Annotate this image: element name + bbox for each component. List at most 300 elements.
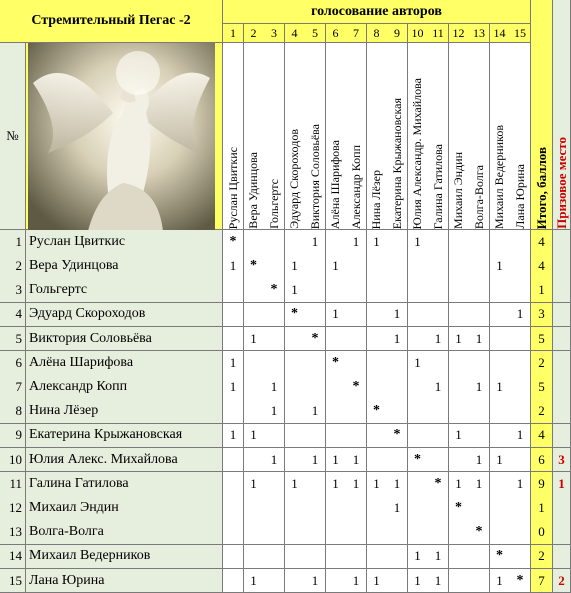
- vote-cell[interactable]: [510, 399, 531, 424]
- vote-cell[interactable]: [510, 230, 531, 255]
- vote-cell[interactable]: [305, 545, 326, 570]
- participant-name[interactable]: Руслан Цвиткис: [26, 230, 223, 255]
- self-vote-marker[interactable]: *: [469, 520, 490, 545]
- author-column-number[interactable]: 11: [428, 24, 449, 43]
- vote-cell[interactable]: [223, 448, 244, 473]
- total-score[interactable]: 4: [531, 230, 553, 255]
- vote-cell[interactable]: 1: [326, 303, 347, 328]
- vote-cell[interactable]: [408, 399, 429, 424]
- self-vote-marker[interactable]: *: [510, 569, 531, 593]
- vote-cell[interactable]: [346, 424, 367, 449]
- vote-cell[interactable]: [367, 351, 388, 376]
- vote-cell[interactable]: [510, 545, 531, 570]
- total-header[interactable]: [531, 0, 553, 230]
- vote-cell[interactable]: [428, 230, 449, 255]
- vote-cell[interactable]: [367, 375, 388, 400]
- row-number[interactable]: 1: [0, 230, 26, 255]
- vote-cell[interactable]: [264, 496, 285, 521]
- vote-cell[interactable]: [285, 327, 306, 352]
- prize-header[interactable]: [553, 0, 571, 230]
- author-column-header[interactable]: [449, 43, 470, 230]
- row-number[interactable]: 10: [0, 448, 26, 473]
- vote-cell[interactable]: 1: [264, 375, 285, 400]
- vote-cell[interactable]: [490, 303, 511, 328]
- vote-cell[interactable]: 1: [244, 327, 265, 352]
- vote-cell[interactable]: 1: [408, 351, 429, 376]
- vote-cell[interactable]: [285, 496, 306, 521]
- vote-cell[interactable]: [264, 351, 285, 376]
- total-score[interactable]: 0: [531, 520, 553, 545]
- vote-cell[interactable]: [223, 399, 244, 424]
- participant-name[interactable]: Михаил Ведерников: [26, 545, 223, 570]
- vote-cell[interactable]: [408, 496, 429, 521]
- prize-place[interactable]: [553, 351, 571, 376]
- vote-cell[interactable]: 1: [223, 424, 244, 449]
- vote-cell[interactable]: [387, 351, 408, 376]
- vote-cell[interactable]: [510, 375, 531, 400]
- author-column-header[interactable]: [264, 43, 285, 230]
- vote-cell[interactable]: [346, 278, 367, 303]
- vote-cell[interactable]: 1: [387, 327, 408, 352]
- vote-cell[interactable]: [449, 278, 470, 303]
- vote-cell[interactable]: 1: [469, 472, 490, 497]
- vote-cell[interactable]: [223, 303, 244, 328]
- vote-cell[interactable]: [244, 448, 265, 473]
- vote-cell[interactable]: 1: [387, 472, 408, 497]
- vote-cell[interactable]: [490, 351, 511, 376]
- vote-cell[interactable]: 1: [326, 254, 347, 279]
- vote-cell[interactable]: 1: [510, 472, 531, 497]
- vote-cell[interactable]: [305, 424, 326, 449]
- author-column-header[interactable]: [490, 43, 511, 230]
- author-column-header[interactable]: [367, 43, 388, 230]
- vote-cell[interactable]: [367, 496, 388, 521]
- vote-cell[interactable]: [408, 254, 429, 279]
- total-score[interactable]: 2: [531, 545, 553, 570]
- vote-cell[interactable]: [264, 569, 285, 593]
- prize-place[interactable]: [553, 278, 571, 303]
- number-header[interactable]: №: [0, 43, 26, 230]
- vote-cell[interactable]: [367, 303, 388, 328]
- vote-cell[interactable]: [490, 520, 511, 545]
- vote-cell[interactable]: [469, 399, 490, 424]
- vote-cell[interactable]: [244, 351, 265, 376]
- author-column-number[interactable]: 4: [285, 24, 306, 43]
- author-column-number[interactable]: 12: [449, 24, 470, 43]
- vote-cell[interactable]: 1: [223, 254, 244, 279]
- total-score[interactable]: 1: [531, 496, 553, 521]
- vote-cell[interactable]: [408, 472, 429, 497]
- vote-cell[interactable]: [510, 278, 531, 303]
- vote-cell[interactable]: [490, 424, 511, 449]
- row-number[interactable]: 3: [0, 278, 26, 303]
- vote-cell[interactable]: [469, 569, 490, 593]
- vote-cell[interactable]: 1: [367, 472, 388, 497]
- vote-cell[interactable]: 1: [305, 230, 326, 255]
- vote-cell[interactable]: [244, 375, 265, 400]
- vote-cell[interactable]: [305, 472, 326, 497]
- vote-cell[interactable]: 1: [449, 472, 470, 497]
- vote-cell[interactable]: [408, 303, 429, 328]
- vote-cell[interactable]: 1: [387, 303, 408, 328]
- participant-name[interactable]: Юлия Алекс. Михайлова: [26, 448, 223, 473]
- vote-cell[interactable]: [449, 375, 470, 400]
- vote-cell[interactable]: [428, 520, 449, 545]
- vote-cell[interactable]: [326, 230, 347, 255]
- vote-cell[interactable]: [469, 545, 490, 570]
- participant-name[interactable]: Гольгертс: [26, 278, 223, 303]
- total-score[interactable]: 6: [531, 448, 553, 473]
- total-score[interactable]: 9: [531, 472, 553, 497]
- vote-cell[interactable]: [223, 472, 244, 497]
- participant-name[interactable]: Виктория Соловьёва: [26, 327, 223, 352]
- vote-cell[interactable]: 1: [408, 545, 429, 570]
- vote-cell[interactable]: [305, 351, 326, 376]
- row-number[interactable]: 8: [0, 399, 26, 424]
- vote-cell[interactable]: 1: [367, 569, 388, 593]
- total-score[interactable]: 1: [531, 278, 553, 303]
- vote-cell[interactable]: 1: [510, 424, 531, 449]
- vote-cell[interactable]: [264, 424, 285, 449]
- vote-cell[interactable]: [326, 399, 347, 424]
- vote-cell[interactable]: [449, 399, 470, 424]
- total-score[interactable]: 4: [531, 254, 553, 279]
- vote-cell[interactable]: [223, 545, 244, 570]
- prize-place[interactable]: 3: [553, 448, 571, 473]
- participant-name[interactable]: Эдуард Скороходов: [26, 303, 223, 328]
- row-number[interactable]: 7: [0, 375, 26, 400]
- vote-cell[interactable]: [326, 496, 347, 521]
- row-number[interactable]: 13: [0, 520, 26, 545]
- row-number[interactable]: 9: [0, 424, 26, 449]
- vote-cell[interactable]: [264, 303, 285, 328]
- prize-place[interactable]: [553, 424, 571, 449]
- vote-cell[interactable]: [449, 303, 470, 328]
- vote-cell[interactable]: [387, 278, 408, 303]
- participant-name[interactable]: Лана Юрина: [26, 569, 223, 593]
- vote-cell[interactable]: [367, 545, 388, 570]
- vote-cell[interactable]: [346, 399, 367, 424]
- author-column-number[interactable]: 2: [244, 24, 265, 43]
- author-column-header[interactable]: [469, 43, 490, 230]
- vote-cell[interactable]: [285, 520, 306, 545]
- author-column-header[interactable]: [428, 43, 449, 230]
- author-column-number[interactable]: 9: [387, 24, 408, 43]
- vote-cell[interactable]: 1: [510, 303, 531, 328]
- vote-cell[interactable]: [285, 230, 306, 255]
- vote-cell[interactable]: [469, 303, 490, 328]
- total-score[interactable]: 5: [531, 375, 553, 400]
- vote-cell[interactable]: [285, 545, 306, 570]
- vote-cell[interactable]: [408, 424, 429, 449]
- vote-cell[interactable]: 1: [244, 424, 265, 449]
- vote-cell[interactable]: 1: [305, 399, 326, 424]
- vote-cell[interactable]: [346, 545, 367, 570]
- vote-cell[interactable]: [469, 230, 490, 255]
- prize-place[interactable]: [553, 399, 571, 424]
- vote-cell[interactable]: 1: [408, 230, 429, 255]
- vote-cell[interactable]: 1: [428, 327, 449, 352]
- vote-cell[interactable]: [510, 351, 531, 376]
- vote-cell[interactable]: [367, 254, 388, 279]
- participant-name[interactable]: Галина Гатилова: [26, 472, 223, 497]
- vote-cell[interactable]: [326, 545, 347, 570]
- vote-cell[interactable]: 1: [305, 569, 326, 593]
- vote-cell[interactable]: [285, 424, 306, 449]
- vote-cell[interactable]: [244, 520, 265, 545]
- participant-name[interactable]: Волга-Волга: [26, 520, 223, 545]
- vote-cell[interactable]: 1: [264, 448, 285, 473]
- total-score[interactable]: 7: [531, 569, 553, 593]
- vote-cell[interactable]: 1: [264, 399, 285, 424]
- vote-cell[interactable]: [326, 327, 347, 352]
- vote-cell[interactable]: [264, 327, 285, 352]
- vote-cell[interactable]: [510, 520, 531, 545]
- vote-cell[interactable]: 1: [326, 448, 347, 473]
- self-vote-marker[interactable]: *: [408, 448, 429, 473]
- vote-cell[interactable]: [244, 230, 265, 255]
- prize-place[interactable]: 2: [553, 569, 571, 593]
- author-column-number[interactable]: 6: [326, 24, 347, 43]
- self-vote-marker[interactable]: *: [285, 303, 306, 328]
- vote-cell[interactable]: [223, 496, 244, 521]
- vote-cell[interactable]: [449, 230, 470, 255]
- prize-place[interactable]: [553, 375, 571, 400]
- vote-cell[interactable]: [244, 399, 265, 424]
- vote-cell[interactable]: [367, 278, 388, 303]
- vote-cell[interactable]: 1: [244, 569, 265, 593]
- vote-cell[interactable]: [326, 424, 347, 449]
- participant-name[interactable]: Александр Копп: [26, 375, 223, 400]
- row-number[interactable]: 11: [0, 472, 26, 497]
- vote-cell[interactable]: [387, 399, 408, 424]
- vote-cell[interactable]: [449, 520, 470, 545]
- participant-name[interactable]: Нина Лёзер: [26, 399, 223, 424]
- vote-cell[interactable]: [469, 254, 490, 279]
- vote-cell[interactable]: [387, 375, 408, 400]
- vote-cell[interactable]: [387, 520, 408, 545]
- vote-cell[interactable]: 1: [346, 448, 367, 473]
- vote-cell[interactable]: [326, 569, 347, 593]
- vote-cell[interactable]: [285, 448, 306, 473]
- author-column-number[interactable]: 10: [408, 24, 429, 43]
- self-vote-marker[interactable]: *: [387, 424, 408, 449]
- vote-cell[interactable]: [490, 399, 511, 424]
- author-column-number[interactable]: 7: [346, 24, 367, 43]
- vote-cell[interactable]: 1: [490, 569, 511, 593]
- vote-cell[interactable]: [449, 351, 470, 376]
- total-score[interactable]: 4: [531, 424, 553, 449]
- vote-cell[interactable]: [223, 520, 244, 545]
- prize-place[interactable]: [553, 254, 571, 279]
- author-column-header[interactable]: [326, 43, 347, 230]
- vote-cell[interactable]: [346, 254, 367, 279]
- vote-cell[interactable]: [264, 545, 285, 570]
- vote-cell[interactable]: [408, 520, 429, 545]
- vote-cell[interactable]: [367, 448, 388, 473]
- vote-cell[interactable]: [469, 424, 490, 449]
- vote-cell[interactable]: [326, 520, 347, 545]
- prize-place[interactable]: [553, 303, 571, 328]
- vote-cell[interactable]: [346, 327, 367, 352]
- row-number[interactable]: 2: [0, 254, 26, 279]
- vote-cell[interactable]: [244, 496, 265, 521]
- vote-cell[interactable]: [244, 303, 265, 328]
- vote-cell[interactable]: [285, 569, 306, 593]
- self-vote-marker[interactable]: *: [244, 254, 265, 279]
- vote-cell[interactable]: 1: [428, 375, 449, 400]
- author-column-header[interactable]: [408, 43, 429, 230]
- participant-name[interactable]: Вера Удинцова: [26, 254, 223, 279]
- author-column-header[interactable]: [387, 43, 408, 230]
- self-vote-marker[interactable]: *: [305, 327, 326, 352]
- self-vote-marker[interactable]: *: [326, 351, 347, 376]
- vote-cell[interactable]: [326, 278, 347, 303]
- vote-cell[interactable]: [469, 351, 490, 376]
- vote-cell[interactable]: [408, 375, 429, 400]
- self-vote-marker[interactable]: *: [264, 278, 285, 303]
- total-score[interactable]: 2: [531, 399, 553, 424]
- vote-cell[interactable]: [490, 278, 511, 303]
- vote-cell[interactable]: 1: [490, 448, 511, 473]
- vote-cell[interactable]: [449, 545, 470, 570]
- vote-cell[interactable]: [387, 545, 408, 570]
- vote-cell[interactable]: 1: [223, 351, 244, 376]
- total-score[interactable]: 2: [531, 351, 553, 376]
- prize-place[interactable]: [553, 230, 571, 255]
- author-column-number[interactable]: 13: [469, 24, 490, 43]
- vote-cell[interactable]: 1: [346, 472, 367, 497]
- self-vote-marker[interactable]: *: [490, 545, 511, 570]
- vote-cell[interactable]: [428, 496, 449, 521]
- vote-cell[interactable]: [244, 545, 265, 570]
- author-column-number[interactable]: 15: [510, 24, 531, 43]
- vote-cell[interactable]: [490, 327, 511, 352]
- vote-cell[interactable]: [469, 496, 490, 521]
- row-number[interactable]: 15: [0, 569, 26, 593]
- self-vote-marker[interactable]: *: [449, 496, 470, 521]
- vote-cell[interactable]: [305, 520, 326, 545]
- prize-place[interactable]: [553, 327, 571, 352]
- author-column-number[interactable]: 5: [305, 24, 326, 43]
- vote-cell[interactable]: [367, 424, 388, 449]
- vote-cell[interactable]: [264, 254, 285, 279]
- vote-cell[interactable]: [223, 327, 244, 352]
- author-column-header[interactable]: [346, 43, 367, 230]
- voting-header[interactable]: голосование авторов: [223, 0, 531, 24]
- vote-cell[interactable]: [264, 520, 285, 545]
- vote-cell[interactable]: [305, 303, 326, 328]
- vote-cell[interactable]: 1: [367, 230, 388, 255]
- vote-cell[interactable]: [428, 278, 449, 303]
- prize-place[interactable]: [553, 520, 571, 545]
- vote-cell[interactable]: 1: [469, 375, 490, 400]
- vote-cell[interactable]: [346, 303, 367, 328]
- row-number[interactable]: 12: [0, 496, 26, 521]
- vote-cell[interactable]: [387, 448, 408, 473]
- author-column-header[interactable]: [510, 43, 531, 230]
- vote-cell[interactable]: 1: [346, 569, 367, 593]
- vote-cell[interactable]: [510, 254, 531, 279]
- vote-cell[interactable]: [223, 569, 244, 593]
- vote-cell[interactable]: [367, 520, 388, 545]
- vote-cell[interactable]: 1: [490, 254, 511, 279]
- row-number[interactable]: 5: [0, 327, 26, 352]
- vote-cell[interactable]: [223, 278, 244, 303]
- vote-cell[interactable]: [387, 569, 408, 593]
- author-column-number[interactable]: 14: [490, 24, 511, 43]
- vote-cell[interactable]: [346, 351, 367, 376]
- author-column-header[interactable]: [223, 43, 244, 230]
- vote-cell[interactable]: 1: [469, 327, 490, 352]
- vote-cell[interactable]: [428, 303, 449, 328]
- vote-cell[interactable]: [408, 327, 429, 352]
- prize-place[interactable]: [553, 496, 571, 521]
- vote-cell[interactable]: 1: [285, 472, 306, 497]
- author-column-number[interactable]: 8: [367, 24, 388, 43]
- vote-cell[interactable]: [469, 278, 490, 303]
- vote-cell[interactable]: [346, 496, 367, 521]
- participant-name[interactable]: Алёна Шарифова: [26, 351, 223, 376]
- vote-cell[interactable]: [305, 375, 326, 400]
- vote-cell[interactable]: [449, 254, 470, 279]
- prize-place[interactable]: [553, 545, 571, 570]
- vote-cell[interactable]: [490, 472, 511, 497]
- total-score[interactable]: 5: [531, 327, 553, 352]
- vote-cell[interactable]: [264, 472, 285, 497]
- contest-title[interactable]: Стремительный Пегас -2: [0, 0, 223, 43]
- participant-name[interactable]: Михаил Эндин: [26, 496, 223, 521]
- vote-cell[interactable]: 1: [244, 472, 265, 497]
- vote-cell[interactable]: [264, 230, 285, 255]
- vote-cell[interactable]: [428, 424, 449, 449]
- row-number[interactable]: 4: [0, 303, 26, 328]
- vote-cell[interactable]: [449, 448, 470, 473]
- vote-cell[interactable]: 1: [449, 327, 470, 352]
- vote-cell[interactable]: [428, 399, 449, 424]
- self-vote-marker[interactable]: *: [346, 375, 367, 400]
- vote-cell[interactable]: [510, 327, 531, 352]
- vote-cell[interactable]: 1: [469, 448, 490, 473]
- vote-cell[interactable]: 1: [428, 569, 449, 593]
- author-column-header[interactable]: [305, 43, 326, 230]
- participant-name[interactable]: Екатерина Крыжановская: [26, 424, 223, 449]
- self-vote-marker[interactable]: *: [223, 230, 244, 255]
- vote-cell[interactable]: 1: [428, 545, 449, 570]
- vote-cell[interactable]: [449, 569, 470, 593]
- author-column-header[interactable]: [244, 43, 265, 230]
- vote-cell[interactable]: 1: [305, 448, 326, 473]
- total-score[interactable]: 3: [531, 303, 553, 328]
- vote-cell[interactable]: [408, 278, 429, 303]
- vote-cell[interactable]: [305, 496, 326, 521]
- vote-cell[interactable]: [490, 496, 511, 521]
- vote-cell[interactable]: [490, 230, 511, 255]
- vote-cell[interactable]: 1: [326, 472, 347, 497]
- vote-cell[interactable]: [428, 448, 449, 473]
- self-vote-marker[interactable]: *: [367, 399, 388, 424]
- row-number[interactable]: 14: [0, 545, 26, 570]
- self-vote-marker[interactable]: *: [428, 472, 449, 497]
- vote-cell[interactable]: [346, 520, 367, 545]
- vote-cell[interactable]: 1: [285, 254, 306, 279]
- row-number[interactable]: 6: [0, 351, 26, 376]
- vote-cell[interactable]: [367, 327, 388, 352]
- vote-cell[interactable]: [510, 448, 531, 473]
- vote-cell[interactable]: [305, 278, 326, 303]
- vote-cell[interactable]: [387, 230, 408, 255]
- vote-cell[interactable]: [285, 399, 306, 424]
